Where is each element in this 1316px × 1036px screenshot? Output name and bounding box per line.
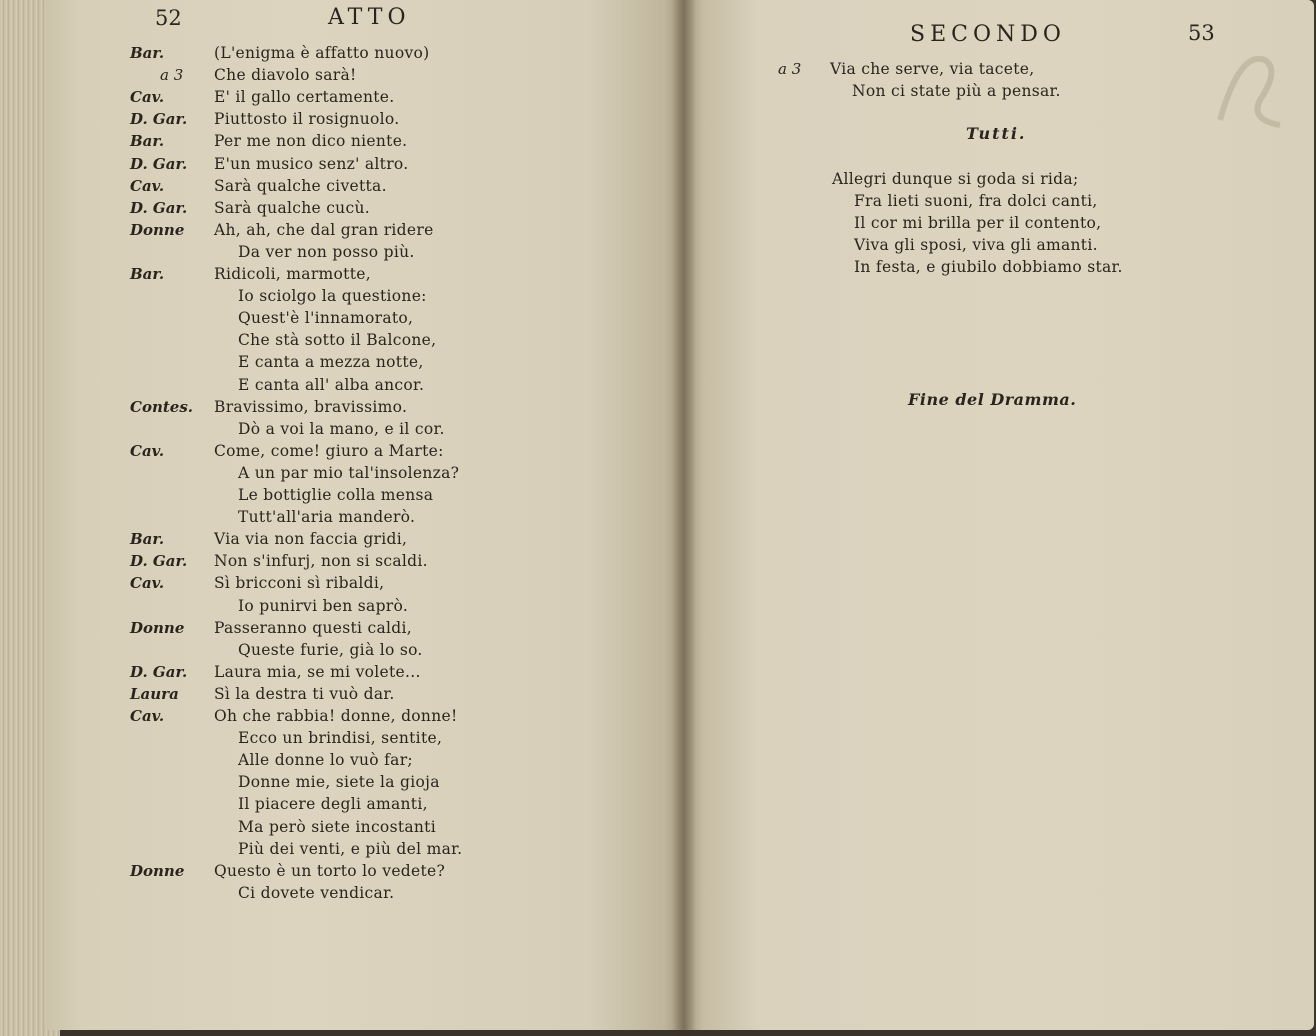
right-running-head: SECONDO bbox=[910, 22, 1066, 47]
speaker-label: Donne bbox=[130, 861, 185, 880]
speaker-label: Donne bbox=[130, 618, 185, 637]
verse-line: Via che serve, via tacete, bbox=[830, 60, 1035, 78]
verse-line: Oh che rabbia! donne, donne! bbox=[214, 707, 458, 725]
verse-line: Bravissimo, bravissimo. bbox=[214, 397, 408, 416]
verse-line: A un par mio tal'insolenza? bbox=[238, 463, 460, 482]
verse-line: Ah, ah, che dal gran ridere bbox=[214, 220, 434, 239]
verse-line: Per me non dico niente. bbox=[214, 132, 408, 151]
speaker-label: D. Gar. bbox=[130, 110, 188, 129]
speaker-label: Bar. bbox=[130, 265, 165, 283]
book-gutter bbox=[672, 0, 696, 1036]
left-page-number: 52 bbox=[155, 6, 182, 30]
left-running-head: ATTO bbox=[328, 5, 411, 30]
speaker-label: Contes. bbox=[130, 397, 193, 416]
speaker-label: Bar. bbox=[130, 44, 165, 62]
speaker-label: Bar. bbox=[130, 132, 165, 151]
speaker-label: D. Gar. bbox=[130, 198, 188, 217]
verse-line: Passeranno questi caldi, bbox=[214, 618, 412, 637]
tutti-verse-line: Viva gli sposi, viva gli amanti. bbox=[854, 236, 1098, 254]
verse-line: Ci dovete vendicar. bbox=[238, 883, 395, 902]
speaker-label: Cav. bbox=[130, 574, 165, 593]
verse-line: Non ci state più a pensar. bbox=[852, 82, 1061, 100]
verse-line: Laura mia, se mi volete... bbox=[214, 662, 421, 681]
speaker-label: Cav. bbox=[130, 707, 165, 725]
verse-line: Io punirvi ben saprò. bbox=[238, 596, 409, 615]
right-page-number: 53 bbox=[1188, 21, 1215, 45]
verse-line: Più dei venti, e più del mar. bbox=[238, 839, 463, 858]
verse-line: Come, come! giuro a Marte: bbox=[214, 441, 444, 460]
speaker-label: Bar. bbox=[130, 530, 165, 549]
verse-line: Il piacere degli amanti, bbox=[238, 795, 428, 814]
tutti-verse-line: In festa, e giubilo dobbiamo star. bbox=[854, 258, 1123, 276]
speaker-label: Cav. bbox=[130, 88, 165, 107]
end-note: Fine del Dramma. bbox=[908, 390, 1077, 409]
verse-line: Dò a voi la mano, e il cor. bbox=[238, 419, 445, 438]
speaker-label: D. Gar. bbox=[130, 552, 188, 571]
verse-line: Questo è un torto lo vedete? bbox=[214, 861, 446, 880]
tutti-verse-line: Allegri dunque si goda si rida; bbox=[832, 170, 1079, 188]
verse-line: E'un musico senz' altro. bbox=[214, 154, 409, 173]
verse-line: (L'enigma è affatto nuovo) bbox=[214, 44, 430, 62]
verse-line: Sarà qualche civetta. bbox=[214, 176, 387, 195]
verse-line: E' il gallo certamente. bbox=[214, 88, 395, 107]
verse-line: Tutt'all'aria manderò. bbox=[238, 508, 416, 527]
tutti-verse-line: Il cor mi brilla per il contento, bbox=[854, 214, 1102, 232]
verse-line: Ma però siete incostanti bbox=[238, 817, 436, 836]
verse-line: Quest'è l'innamorato, bbox=[238, 309, 414, 328]
right-page bbox=[684, 0, 1314, 1030]
verse-line: Queste furie, già lo so. bbox=[238, 640, 423, 659]
verse-line: Le bottiglie colla mensa bbox=[238, 486, 434, 504]
verse-line: Ecco un brindisi, sentite, bbox=[238, 729, 443, 748]
verse-line: Sì la destra ti vuò dar. bbox=[214, 684, 395, 703]
verse-line: Che stà sotto il Balcone, bbox=[238, 331, 437, 350]
speaker-label: D. Gar. bbox=[130, 154, 188, 173]
tutti-verse-line: Fra lieti suoni, fra dolci canti, bbox=[854, 192, 1098, 210]
verse-line: E canta a mezza notte, bbox=[238, 353, 424, 372]
verse-line: E canta all' alba ancor. bbox=[238, 375, 425, 394]
verse-line: Sì bricconi sì ribaldi, bbox=[214, 574, 385, 593]
verse-line: Da ver non posso più. bbox=[238, 242, 415, 261]
speaker-label: a 3 bbox=[778, 60, 802, 78]
speaker-label: a 3 bbox=[160, 66, 184, 85]
speaker-label: Cav. bbox=[130, 441, 165, 460]
verse-line: Io sciolgo la questione: bbox=[238, 287, 427, 306]
tutti-heading: Tutti. bbox=[966, 124, 1027, 143]
verse-line: Che diavolo sarà! bbox=[214, 66, 357, 85]
speaker-label: D. Gar. bbox=[130, 662, 188, 681]
verse-line: Non s'infurj, non si scaldi. bbox=[214, 552, 428, 571]
verse-line: Piuttosto il rosignuolo. bbox=[214, 110, 400, 129]
verse-line: Sarà qualche cucù. bbox=[214, 198, 370, 217]
speaker-label: Donne bbox=[130, 220, 185, 239]
faded-stamp-mark bbox=[1210, 40, 1290, 130]
speaker-label: Laura bbox=[130, 684, 179, 703]
verse-line: Via via non faccia gridi, bbox=[214, 530, 408, 549]
verse-line: Alle donne lo vuò far; bbox=[238, 751, 413, 770]
verse-line: Donne mie, siete la gioja bbox=[238, 773, 440, 792]
speaker-label: Cav. bbox=[130, 176, 165, 195]
verse-line: Ridicoli, marmotte, bbox=[214, 265, 371, 283]
